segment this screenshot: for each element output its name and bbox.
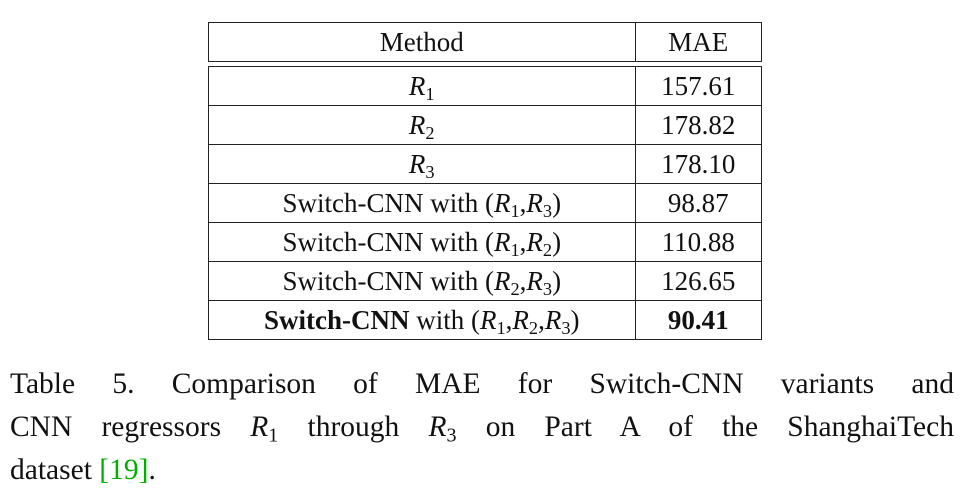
caption-line: CNN regressors $R_1$ through $R_3$ on Part A of the ShanghaiTech bbox=[10, 411, 954, 447]
results-table bbox=[208, 22, 762, 340]
table-row bbox=[209, 184, 762, 223]
mae-cell: 126.65 bbox=[635, 262, 761, 301]
mae-cell-best: 90.41 bbox=[635, 301, 761, 340]
mae-cell: 157.61 bbox=[635, 67, 761, 106]
caption-label: Table 5. bbox=[10, 368, 135, 400]
method-cell: $R_3$ bbox=[209, 145, 636, 184]
method-cell: Switch-CNN with $(R_1,R_2,R_3)$ bbox=[209, 301, 636, 340]
results-table-container bbox=[208, 22, 762, 340]
method-cell: Switch-CNN with $(R_1,R_2)$ bbox=[209, 223, 636, 262]
method-cell: $R_2$ bbox=[209, 106, 636, 145]
mae-cell: 98.87 bbox=[635, 184, 761, 223]
table-row bbox=[209, 145, 762, 184]
header-method: Method bbox=[209, 23, 636, 62]
method-prefix: Switch-CNN with bbox=[282, 226, 479, 257]
header-mae: MAE bbox=[635, 23, 761, 62]
mae-cell: 110.88 bbox=[635, 223, 761, 262]
caption-line: Table 5. Comparison of MAE for Switch-CNN variants and bbox=[10, 368, 954, 400]
table-row bbox=[209, 262, 762, 301]
table-header-row bbox=[209, 23, 762, 62]
caption-line: dataset [19]. bbox=[10, 454, 156, 486]
method-cell: $R_1$ bbox=[209, 67, 636, 106]
table-caption bbox=[10, 363, 954, 492]
mae-cell: 178.10 bbox=[635, 145, 761, 184]
method-prefix: Switch-CNN with bbox=[282, 265, 479, 296]
method-prefix: Switch-CNN with bbox=[282, 187, 479, 218]
citation-link[interactable]: [19] bbox=[99, 454, 149, 486]
method-cell: Switch-CNN with $(R_1,R_3)$ bbox=[209, 184, 636, 223]
table-row bbox=[209, 67, 762, 106]
table-row-best bbox=[209, 301, 762, 340]
method-cell: Switch-CNN with $(R_2,R_3)$ bbox=[209, 262, 636, 301]
mae-cell: 178.82 bbox=[635, 106, 761, 145]
table-row bbox=[209, 106, 762, 145]
caption-end: . bbox=[148, 454, 156, 486]
table-row bbox=[209, 223, 762, 262]
